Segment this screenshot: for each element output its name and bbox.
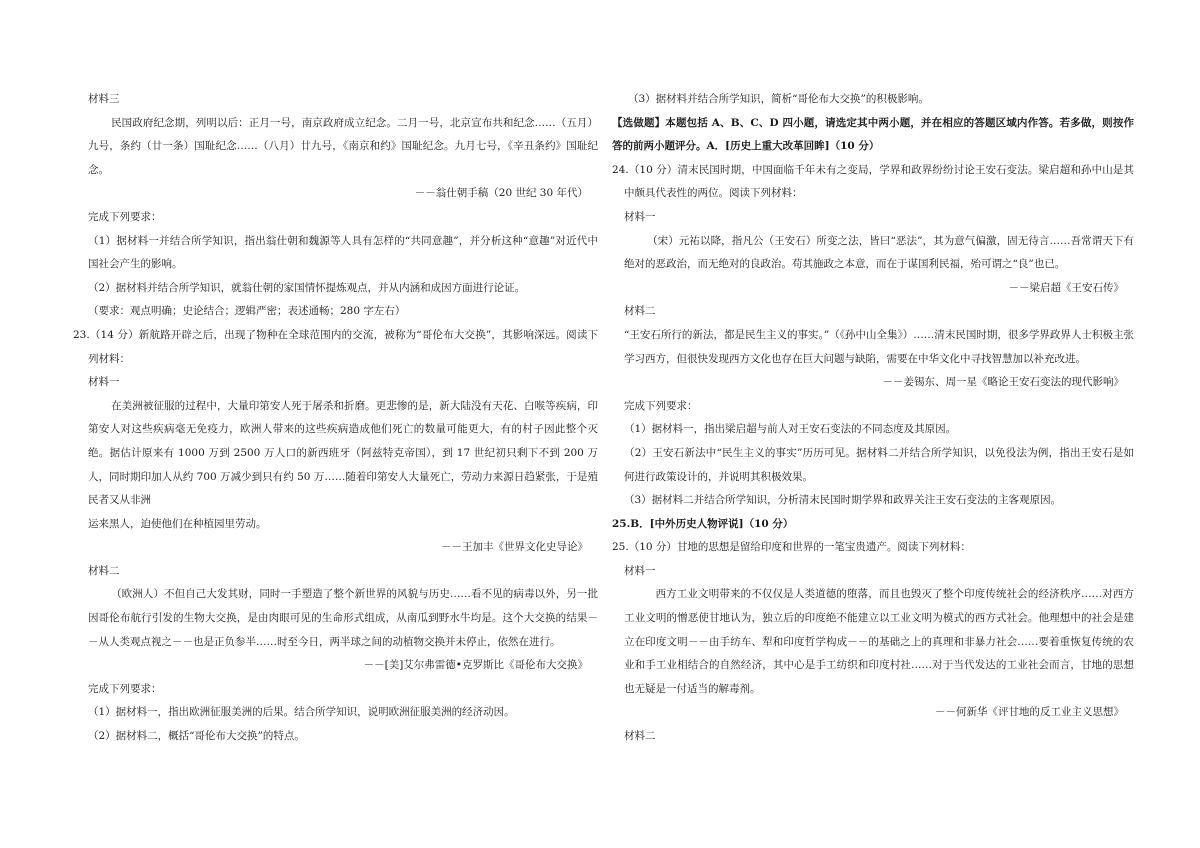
question-24-1: （1）据材料一，指出梁启超与前人对王安石变法的不同态度及其原因。 <box>624 423 957 436</box>
question-24-intro: 24.（10 分）清末民国时期，中国面临千年未有之变局，学界和政界纷纷讨论王安石变法。梁启超和孙中山是其中颇具代表性的两位。阅读下列材料： <box>612 163 1134 200</box>
material-3-label: 材料三 <box>88 93 120 105</box>
q24-material-1-source: －－梁启超《王安石传》 <box>1008 281 1124 294</box>
q23-material-1-text-cont: 运来黑人，迫使他们在种植园里劳动。 <box>88 517 267 530</box>
question-23-2: （2）据材料二，概括“哥伦布大交换”的特点。 <box>88 730 305 743</box>
question-23-intro: 23.（14 分）新航路开辟之后，出现了物种在全球范围内的交流，被称为“哥伦布大交换”，其影响深远。阅读下列材料： <box>73 328 598 365</box>
q25-material-2-label: 材料二 <box>624 730 656 743</box>
q24-material-2-source: －－姜锡东、周一星《略论王安石变法的现代影响》 <box>882 376 1124 389</box>
q24-material-2-text: “王安石所行的新法，都是民生主义的事实。”（《孙中山全集》）……清末民国时期，很多学界政界人士积极主张学习西方，但很快发现西方文化也存在巨大问题与缺陷，需要在中华文化中寻找智慧加以补充改进。 <box>624 328 1134 365</box>
q23-material-2-source: －－[美]艾尔弗雷德•克罗斯比《哥伦布大交换》 <box>363 659 588 672</box>
question-24-3: （3）据材料二并结合所学知识，分析清末民国时期学界和政界关注王安石变法的主客观原因。 <box>624 494 1062 507</box>
question-23-1: （1）据材料一，指出欧洲征服美洲的后果。结合所学知识，说明欧洲征服美洲的经济动因。 <box>88 706 515 719</box>
requirements-label-2: 完成下列要求： <box>88 682 162 695</box>
requirements-label: 完成下列要求： <box>88 210 162 223</box>
requirements-label-3: 完成下列要求： <box>624 399 698 412</box>
right-column <box>612 88 1134 749</box>
q24-material-1-label: 材料一 <box>624 210 656 223</box>
q23-material-2-label: 材料二 <box>88 564 120 577</box>
q23-material-2-text: （欧洲人）不但自己大发其财，同时一手塑造了整个新世界的风貌与历史……看不见的病毒以外，另一批因哥伦布航行引发的生物大交换，是由肉眼可见的生命形式组成，从南瓜到野水牛均是。这个大交换的结果－－从人类观点视之－－也是正负参半……时至今日，两半球之间的动植物交换并未停止，依然在进行。 <box>88 588 598 648</box>
question-23-3: （3）据材料并结合所学知识，简析“哥伦布大交换”的积极影响。 <box>628 93 929 105</box>
q25-material-1-text: 西方工业文明带来的不仅仅是人类道德的堕落，而且也毁灭了整个印度传统社会的经济秩序……对西方工业文明的憎恶使甘地认为，独立后的印度绝不能建立以工业文明为模式的西方式社会。他理想中的社会是建立在印度文明－－由手纺车、犁和印度哲学构成－－的基础之上的真理和非暴力社会……要着重恢复传统的农业和手工业相结合的自然经济，其中心是手工纺织和印度村社……对于当代发达的工业社会而言，甘地的思想也无疑是一付适当的解毒剂。 <box>624 588 1134 695</box>
question-25-intro: 25.（10 分）甘地的思想是留给印度和世界的一笔宝贵遗产。阅读下列材料： <box>612 541 971 554</box>
question-24-2: （2）王安石新法中“民生主义的事实”历历可见。据材料二并结合所学知识，以免役法为例，指出王安石是如何进行政策设计的，并说明其积极效果。 <box>624 446 1134 483</box>
q23-material-1-source: －－王加丰《世界文化史导论》 <box>441 541 588 554</box>
q25-material-1-source: －－何新华《评甘地的反工业主义思想》 <box>935 706 1124 719</box>
question-22-note: （要求：观点明确；史论结合；逻辑严密；表述通畅；280 字左右） <box>88 305 406 318</box>
material-3-source: －－翁仕朝手稿（20 世纪 30 年代） <box>414 187 588 200</box>
question-22-2: （2）据材料并结合所学知识，就翁仕朝的家国情怀提炼观点，并从内涵和成因方面进行论证。 <box>88 281 526 294</box>
q25-material-1-label: 材料一 <box>624 564 656 577</box>
question-22-1: （1）据材料一并结合所学知识，指出翁仕朝和魏源等人具有怎样的“共同意趣”，并分析这种“意趣”对近代中国社会产生的影响。 <box>88 234 598 271</box>
elective-instructions: 【选做题】本题包括 A、B、C、D 四小题，请选定其中两小题，并在相应的答题区域内作答。若多做，则按作答的前两小题评分。A．[历史上重大改革回眸]（10 分） <box>612 116 1134 153</box>
q23-material-1-text: 在美洲被征服的过程中，大量印第安人死于屠杀和折磨。更悲惨的是，新大陆没有天花、白喉等疾病，印第安人对这些疾病毫无免疫力，欧洲人带来的这些疾病造成他们死亡的数量可能更大，有的村子因此整个灭绝。据估计原来有 1000 万到 2500 万人口的新西班牙（阿兹特克帝国），到 17 世纪初只剩下不到 200 万人，同时期印加人从约 700 万减少到只有约 50 万……随着印第安人大量死亡，劳动力来源日趋紧张，于是殖民者又从非洲 <box>88 399 598 507</box>
q23-material-1-label: 材料一 <box>88 376 120 389</box>
left-column <box>73 88 598 749</box>
q24-material-1-text: （宋）元祐以降，指凡公（王安石）所变之法，皆曰“恶法”，其为意气偏激，固无待言……吾常谓天下有绝对的恶政治，而无绝对的良政治。苟其施政之本意，而在于谋国利民福，殆可谓之“良”也已。 <box>624 234 1134 271</box>
section-b-heading: 25.B．[中外历史人物评说]（10 分） <box>612 517 794 530</box>
material-3-text: 民国政府纪念期，列明以后：正月一号，南京政府成立纪念。二月一号，北京宣布共和纪念……（五月）九号，条约（廿一条）国耻纪念……（八月）廿九号，《南京和约》国耻纪念。九月七号，《辛丑条约》国耻纪念。 <box>88 116 598 176</box>
q24-material-2-label: 材料二 <box>624 305 656 318</box>
